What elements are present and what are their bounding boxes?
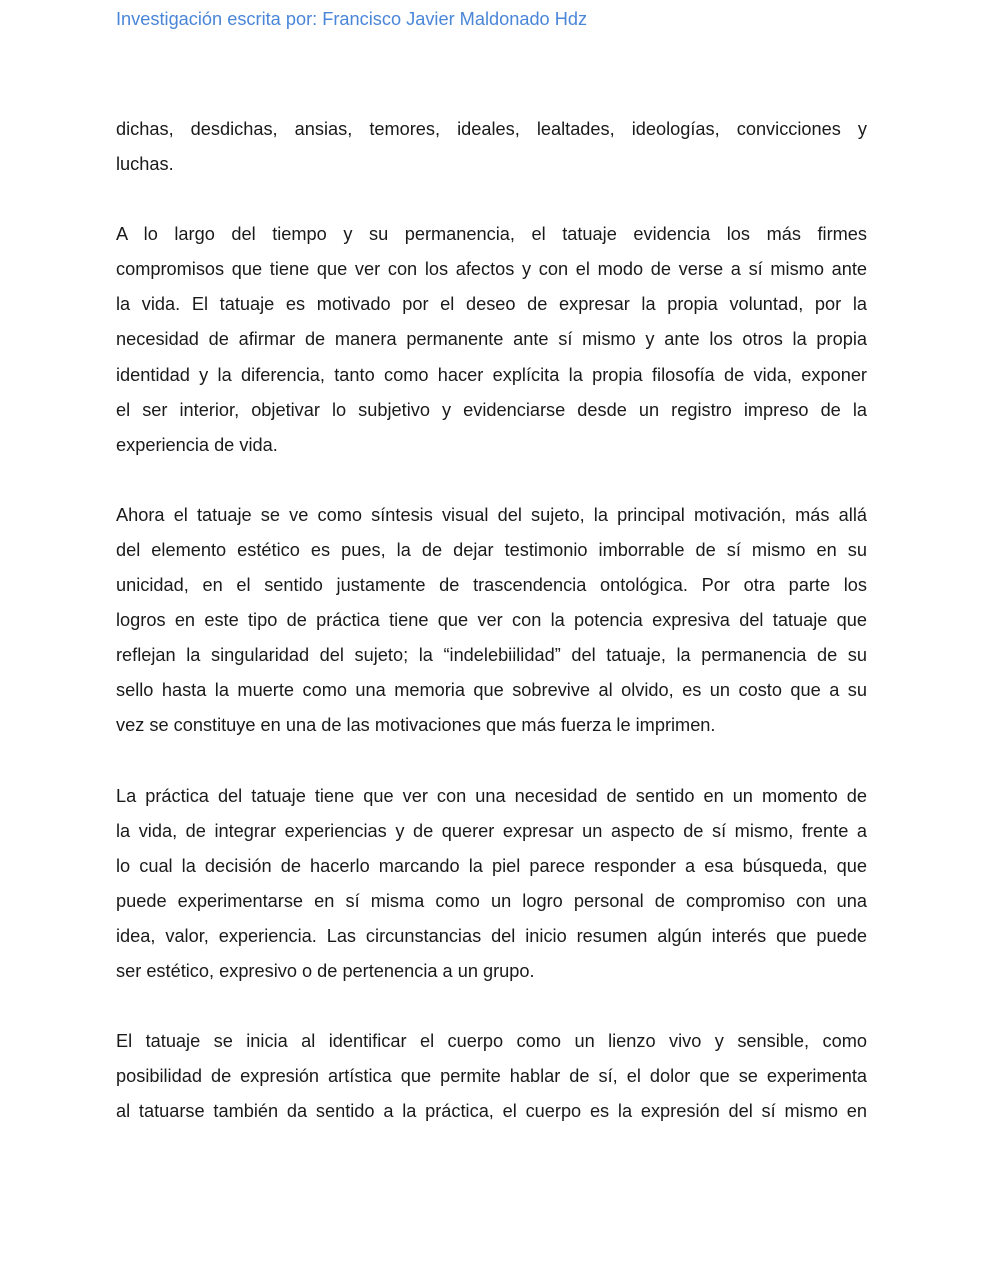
- paragraph: [116, 1024, 867, 1129]
- paragraph: [116, 217, 867, 463]
- text-line: puede experimentarse en sí misma como un logro personal de compromiso con una: [116, 890, 867, 911]
- paragraph: [116, 112, 867, 182]
- text-line: A lo largo del tiempo y su permanencia, el tatuaje evidencia los más firmes: [116, 224, 867, 245]
- text-line: necesidad de afirmar de manera permanente ante sí mismo y ante los otros la propia: [116, 329, 867, 350]
- text-line: vez se constituye en una de las motivaciones que más fuerza le imprimen.: [116, 715, 716, 736]
- text-line: sello hasta la muerte como una memoria que sobrevive al olvido, es un costo que a su: [116, 680, 867, 701]
- text-line: posibilidad de expresión artística que permite hablar de sí, el dolor que se experimenta: [116, 1066, 867, 1087]
- text-line: idea, valor, experiencia. Las circunstancias del inicio resumen algún interés que puede: [116, 925, 867, 946]
- author-header: Investigación escrita por: Francisco Javier Maldonado Hdz: [116, 9, 588, 29]
- text-line: al tatuarse también da sentido a la práctica, el cuerpo es la expresión del sí mismo en: [116, 1101, 867, 1122]
- text-line: el ser interior, objetivar lo subjetivo y evidenciarse desde un registro impreso de la: [116, 399, 867, 420]
- text-line: La práctica del tatuaje tiene que ver con una necesidad de sentido en un momento de: [116, 785, 867, 806]
- text-line: la vida. El tatuaje es motivado por el deseo de expresar la propia voluntad, por la: [116, 294, 867, 315]
- text-line: Ahora el tatuaje se ve como síntesis visual del sujeto, la principal motivación, más allá: [116, 504, 867, 525]
- text-line: unicidad, en el sentido justamente de trascendencia ontológica. Por otra parte los: [116, 575, 867, 596]
- paragraph: [116, 779, 867, 990]
- text-line: ser estético, expresivo o de pertenencia a un grupo.: [116, 960, 535, 981]
- paragraph: [116, 498, 867, 744]
- text-line: El tatuaje se inicia al identificar el cuerpo como un lienzo vivo y sensible, como: [116, 1031, 867, 1052]
- text-line: identidad y la diferencia, tanto como hacer explícita la propia filosofía de vida, exponer: [116, 364, 867, 385]
- text-line: lo cual la decisión de hacerlo marcando la piel parece responder a esa búsqueda, que: [116, 855, 867, 876]
- document-body: [116, 112, 867, 1164]
- text-line: luchas.: [116, 154, 174, 175]
- text-line: experiencia de vida.: [116, 434, 278, 455]
- text-line: la vida, de integrar experiencias y de querer expresar un aspecto de sí mismo, frente a: [116, 820, 867, 841]
- text-line: compromisos que tiene que ver con los afectos y con el modo de verse a sí mismo ante: [116, 259, 867, 280]
- text-line: reflejan la singularidad del sujeto; la “indelebiilidad” del tatuaje, la permanencia de su: [116, 645, 867, 666]
- text-line: logros en este tipo de práctica tiene que ver con la potencia expresiva del tatuaje que: [116, 610, 867, 631]
- text-line: dichas, desdichas, ansias, temores, ideales, lealtades, ideologías, convicciones y: [116, 119, 867, 139]
- text-line: del elemento estético es pues, la de dejar testimonio imborrable de sí mismo en su: [116, 539, 867, 560]
